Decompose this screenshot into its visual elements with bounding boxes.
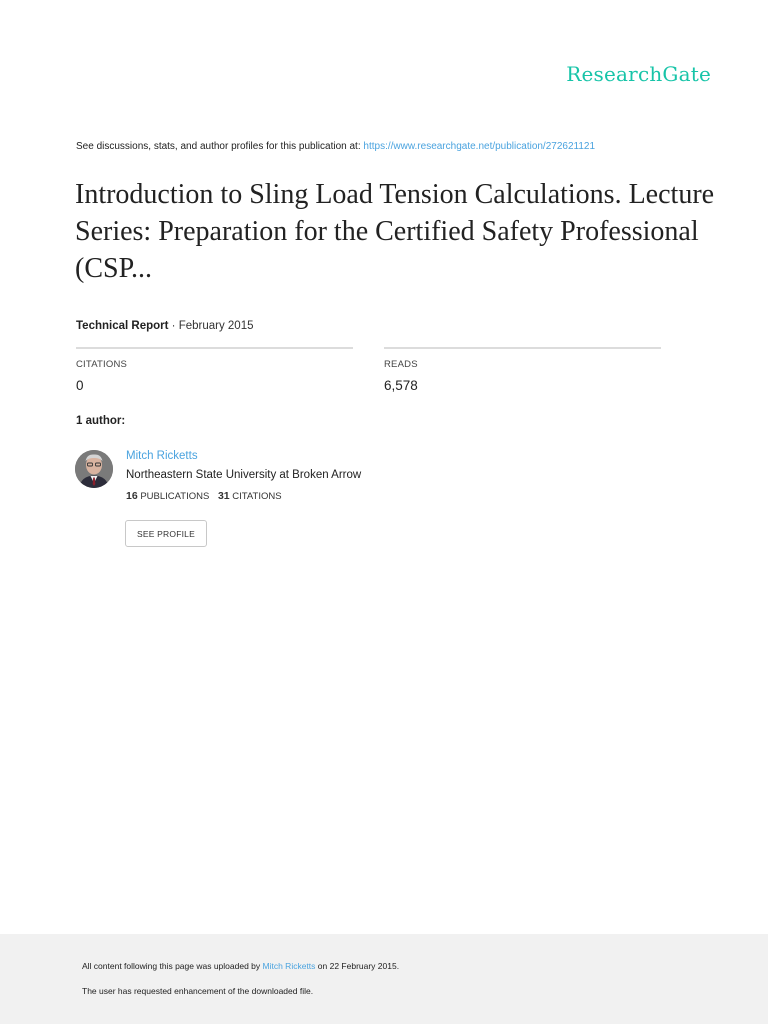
- reads-label: READS: [384, 359, 418, 370]
- upload-suffix: on 22 February 2015.: [315, 961, 400, 971]
- author-avatar[interactable]: [75, 450, 113, 488]
- citations-value: 0: [76, 378, 84, 393]
- author-stats: [126, 490, 361, 502]
- author-photo-icon: [75, 450, 113, 488]
- citations-stat: [76, 347, 353, 393]
- publication-type: Technical Report: [76, 320, 169, 332]
- upload-notice: [82, 961, 399, 971]
- publication-date: February 2015: [178, 320, 254, 332]
- discussion-prefix: See discussions, stats, and author profiles for this publication at:: [76, 141, 364, 152]
- author-affiliation: Northeastern State University at Broken Arrow: [126, 469, 362, 481]
- reads-stat: [384, 347, 661, 393]
- citations-label: CITATIONS: [76, 359, 128, 370]
- enhancement-note: The user has requested enhancement of the downloaded file.: [82, 986, 314, 996]
- author-name-link[interactable]: Mitch Ricketts: [126, 450, 198, 462]
- publication-meta: [76, 320, 253, 332]
- upload-prefix: All content following this page was uploaded by: [82, 961, 263, 971]
- see-profile-button[interactable]: SEE PROFILE: [125, 520, 207, 547]
- publication-url-link[interactable]: https://www.researchgate.net/publication/272621121: [363, 141, 596, 152]
- discussion-notice: [76, 141, 595, 152]
- researchgate-logo[interactable]: ResearchGate: [566, 62, 711, 86]
- meta-separator: ·: [168, 320, 179, 332]
- reads-value: 6,578: [384, 378, 418, 393]
- footer: [0, 934, 768, 1024]
- authors-heading: 1 author:: [76, 415, 126, 427]
- publication-title: Introduction to Sling Load Tension Calculations. Lecture Series: Preparation for the Certified Safety Professional (CSP...: [75, 179, 715, 284]
- uploader-link[interactable]: Mitch Ricketts: [262, 961, 316, 971]
- author-citations-count: 31: [217, 490, 230, 502]
- author-card: [126, 450, 361, 502]
- author-citations-label: CITATIONS: [232, 491, 282, 502]
- author-publications-count: 16: [126, 490, 138, 502]
- author-publications-label: PUBLICATIONS: [140, 491, 210, 502]
